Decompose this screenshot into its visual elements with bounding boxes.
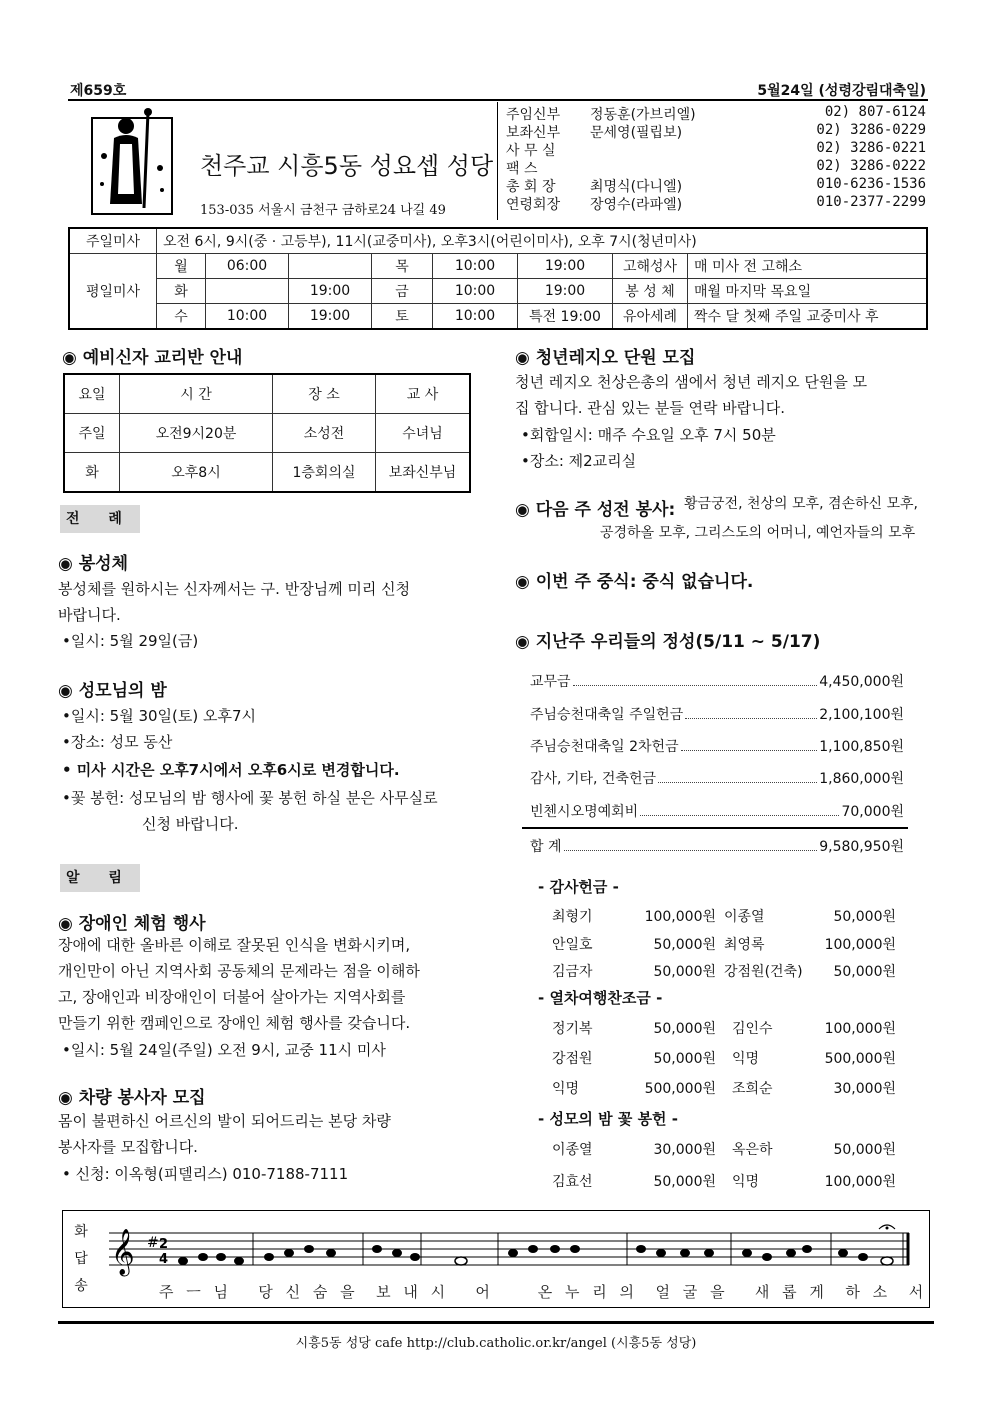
donor-name: 이종열 (724, 909, 765, 925)
donor-amount: 30,000원 (833, 1081, 896, 1097)
mass-schedule-table (68, 227, 928, 330)
donor-name: 김인수 (732, 1021, 773, 1037)
sacrament-value: 매월 마지막 목요일 (688, 279, 928, 304)
psalm-label (71, 1219, 91, 1300)
offering-row (530, 736, 904, 756)
psalm-lyrics: 주 ㅡ 님 당 신 숨 을 보 내 시 어 온 누 리 의 얼 굴 을 새 롭 게 하 소 서 (159, 1283, 928, 1301)
offering-name: 주님승천대축일 주일헌금 (530, 707, 684, 723)
time-cell: 19:00 (518, 279, 613, 304)
contact-phone: 02) 3286-0221 (816, 140, 926, 156)
sacrament-value: 짝수 달 첫째 주일 교중미사 후 (688, 304, 928, 330)
flower-offering-title: - 성모의 밤 꽃 봉헌 - (538, 1110, 678, 1128)
donor-name: 옥은하 (732, 1142, 773, 1158)
table-cell: 오후8시 (120, 453, 273, 493)
offering-total-rule (522, 827, 908, 829)
donor-name: 김금자 (552, 964, 593, 980)
disability-text: 개인만이 아닌 지역사회 공동체의 문제라는 점을 이해하 (58, 962, 420, 980)
offering-row (530, 704, 904, 724)
issue-number: 제659호 (70, 83, 127, 99)
vehicle-volunteer-title: ◉ 차량 봉사자 모집 (58, 1088, 206, 1108)
donor-name: 이종열 (552, 1142, 593, 1158)
table-cell: 소성전 (273, 414, 376, 453)
mary-night-flower: •꽃 봉헌: 성모님의 밤 행사에 꽃 봉헌 하실 분은 사무실로 (62, 789, 438, 807)
vehicle-text: 몸이 불편하신 어르신의 발이 되어드리는 본당 차량 (58, 1112, 391, 1130)
psalm-label-char: 송 (74, 1278, 88, 1294)
donor-amount: 50,000원 (653, 964, 716, 980)
contact-phone: 02) 3286-0222 (816, 158, 926, 174)
contact-role: 사 무 실 (506, 143, 556, 159)
donor-amount: 50,000원 (653, 1021, 716, 1037)
legio-text: 집 합니다. 관심 있는 분들 연락 바랍니다. (515, 399, 785, 417)
donor-name: 강점원 (552, 1051, 593, 1067)
weekday-mass-label: 평일미사 (69, 254, 157, 330)
disability-text: 장애에 대한 올바른 이해로 잘못된 인식을 변화시키며, (58, 936, 411, 954)
table-cell: 1층회의실 (273, 453, 376, 493)
donor-amount: 50,000원 (653, 1174, 716, 1190)
footer-cafe-link[interactable]: 시흥5동 성당 cafe http://club.catholic.or.kr/angel (시흥5동 성당) (295, 1336, 697, 1351)
table-row (64, 414, 470, 453)
communion-title: ◉ 봉성체 (58, 554, 129, 574)
donor-name: 김효선 (552, 1174, 593, 1190)
column-header: 요일 (64, 374, 120, 414)
table-cell: 주일 (64, 414, 120, 453)
vehicle-text: 봉사자를 모집합니다. (58, 1138, 198, 1156)
mary-night-title: ◉ 성모님의 밤 (58, 681, 167, 701)
donor-amount: 100,000원 (644, 909, 716, 925)
svg-text:2: 2 (159, 1237, 169, 1252)
communion-date: •일시: 5월 29일(금) (62, 632, 199, 650)
header-rule (68, 99, 928, 101)
communion-text: 봉성체를 원하시는 신자께서는 구. 반장님께 미리 신청 (58, 580, 411, 598)
contact-phone: 02) 807-6124 (824, 104, 926, 120)
legio-text: 청년 레지오 천상은총의 샘에서 청년 레지오 단원을 모 (515, 373, 868, 391)
contact-phone: 010-2377-2299 (816, 194, 926, 210)
legio-meeting: •회합일시: 매주 수요일 오후 7시 50분 (521, 426, 776, 444)
table-row (69, 304, 927, 330)
disability-text: 고, 장애인과 비장애인이 더불어 살아가는 지역사회를 (58, 988, 406, 1006)
mary-night-change: • 미사 시간은 오후7시에서 오후6시로 변경합니다. (62, 761, 400, 779)
sacrament-label: 봉 성 체 (613, 279, 688, 304)
contact-name: 최명식(다니엘) (590, 179, 683, 195)
table-cell: 수녀님 (376, 414, 471, 453)
issue-date: 5월24일 (성령강림대축일) (757, 83, 926, 99)
column-header: 장 소 (273, 374, 376, 414)
contact-name: 문세영(필립보) (590, 125, 683, 141)
table-row (69, 254, 927, 279)
thanks-offering-title: - 감사헌금 - (538, 878, 619, 896)
svg-text:4: 4 (159, 1252, 169, 1267)
church-address: 153-035 서울시 금천구 금하로24 나길 49 (200, 203, 446, 218)
disability-date: •일시: 5월 24일(주일) 오전 9시, 교중 11시 미사 (62, 1041, 386, 1059)
lunch-notice: ◉ 이번 주 중식: 중식 없습니다. (515, 572, 754, 592)
donor-amount: 30,000원 (653, 1142, 716, 1158)
st-joseph-logo (86, 104, 178, 216)
disability-event-title: ◉ 장애인 체험 행사 (58, 914, 206, 934)
offering-name: 주님승천대축일 2차헌금 (530, 739, 679, 755)
time-cell: 특전 19:00 (518, 304, 613, 330)
contact-phone: 02) 3286-0229 (816, 122, 926, 138)
donor-amount: 50,000원 (833, 964, 896, 980)
donor-amount: 50,000원 (833, 909, 896, 925)
donor-amount: 50,000원 (833, 1142, 896, 1158)
sacrament-label: 고해성사 (613, 254, 688, 279)
offering-row (530, 801, 904, 821)
contact-role: 주임신부 (506, 107, 561, 123)
time-cell (289, 254, 372, 279)
table-row (69, 228, 927, 254)
offering-amount: 1,860,000원 (819, 771, 904, 787)
altar-service-text: 황금궁전, 천상의 모후, 겸손하신 모후, (684, 496, 919, 512)
donor-amount: 500,000원 (644, 1081, 716, 1097)
mary-night-place: •장소: 성모 동산 (62, 733, 173, 751)
sacrament-label: 유아세례 (613, 304, 688, 330)
responsorial-psalm-box (62, 1210, 930, 1308)
weekday-cell: 수 (157, 304, 206, 330)
donor-name: 익명 (552, 1081, 580, 1097)
svg-text:#: # (147, 1235, 159, 1251)
donor-amount: 500,000원 (824, 1051, 896, 1067)
offering-amount: 2,100,100원 (819, 707, 904, 723)
psalm-label-char: 답 (74, 1251, 88, 1267)
donor-amount: 50,000원 (653, 937, 716, 953)
contact-role: 총 회 장 (506, 179, 556, 195)
donor-amount: 50,000원 (653, 1051, 716, 1067)
time-cell (206, 279, 289, 304)
offering-name: 감사, 기타, 건축헌금 (530, 771, 656, 787)
altar-service-text: 공경하올 모후, 그리스도의 어머니, 예언자들의 모후 (600, 525, 916, 541)
contact-role: 보좌신부 (506, 125, 561, 141)
contact-phone: 010-6236-1536 (816, 176, 926, 192)
time-cell: 19:00 (518, 254, 613, 279)
mary-night-date: •일시: 5월 30일(토) 오후7시 (62, 707, 257, 725)
offering-amount: 4,450,000원 (819, 674, 904, 690)
weekday-cell: 목 (372, 254, 433, 279)
donor-name: 조희순 (732, 1081, 773, 1097)
mary-night-flower: 신청 바랍니다. (142, 815, 239, 833)
time-cell: 19:00 (289, 304, 372, 330)
donor-name: 최영록 (724, 937, 765, 953)
table-cell: 오전9시20분 (120, 414, 273, 453)
table-row (69, 279, 927, 304)
communion-text: 바랍니다. (58, 606, 121, 624)
donor-name: 정기복 (552, 1021, 593, 1037)
church-name: 천주교 시흥5동 성요셉 성당 (200, 152, 494, 180)
offering-name: 빈첸시오명예회비 (530, 804, 639, 820)
contact-name: 장영수(라파엘) (590, 197, 683, 213)
time-cell: 10:00 (433, 279, 518, 304)
train-trip-title: - 열차여행찬조금 - (538, 989, 663, 1007)
donor-amount: 100,000원 (824, 1021, 896, 1037)
weekday-cell: 토 (372, 304, 433, 330)
offering-total-label: 합 계 (530, 839, 562, 855)
offering-name: 교무금 (530, 674, 571, 690)
offering-amount: 70,000원 (841, 804, 904, 820)
donor-name: 익명 (732, 1051, 760, 1067)
catechumen-title: ◉ 예비신자 교리반 안내 (62, 348, 243, 368)
altar-service-title: ◉ 다음 주 성전 봉사: (515, 500, 676, 520)
weekday-cell: 금 (372, 279, 433, 304)
offering-amount: 1,100,850원 (819, 739, 904, 755)
liturgy-section-label: 전 례 (60, 505, 140, 533)
time-cell: 10:00 (433, 304, 518, 330)
weekday-cell: 화 (157, 279, 206, 304)
offering-total-amount: 9,580,950원 (819, 839, 904, 855)
contact-role: 연령회장 (506, 197, 561, 213)
offering-row (530, 671, 904, 691)
donor-name: 익명 (732, 1174, 760, 1190)
time-cell: 06:00 (206, 254, 289, 279)
music-staff (103, 1219, 915, 1281)
sunday-mass-times: 오전 6시, 9시(중 · 고등부), 11시(교중미사), 오후3시(어린이미사), 오후 7시(청년미사) (157, 228, 928, 254)
table-row (64, 453, 470, 493)
donor-amount: 100,000원 (824, 937, 896, 953)
donor-name: 강점원(건축) (724, 964, 803, 980)
table-cell: 보좌신부님 (376, 453, 471, 493)
column-header: 교 사 (376, 374, 471, 414)
time-cell: 19:00 (289, 279, 372, 304)
sunday-mass-label: 주일미사 (69, 228, 157, 254)
donor-name: 최형기 (552, 909, 593, 925)
legio-title: ◉ 청년레지오 단원 모집 (515, 348, 696, 368)
contact-name: 정동훈(가브리엘) (590, 107, 696, 123)
footer-rule (58, 1321, 934, 1324)
vehicle-contact: • 신청: 이옥형(피델리스) 010-7188-7111 (62, 1165, 349, 1183)
treble-clef-icon: 𝄞 (111, 1229, 135, 1275)
contact-role: 팩 스 (506, 161, 538, 177)
offering-title: ◉ 지난주 우리들의 정성(5/11 ~ 5/17) (515, 632, 821, 652)
time-cell: 10:00 (433, 254, 518, 279)
table-cell: 화 (64, 453, 120, 493)
offering-row (530, 768, 904, 788)
disability-text: 만들기 위한 캠페인으로 장애인 체험 행사를 갖습니다. (58, 1014, 411, 1032)
column-header: 시 간 (120, 374, 273, 414)
header-divider (497, 102, 498, 220)
sacrament-value: 매 미사 전 고해소 (688, 254, 928, 279)
legio-place: •장소: 제2교리실 (521, 452, 637, 470)
weekday-cell: 월 (157, 254, 206, 279)
donor-amount: 100,000원 (824, 1174, 896, 1190)
time-cell: 10:00 (206, 304, 289, 330)
table-row (64, 374, 470, 414)
offering-total-row (530, 836, 904, 856)
notice-section-label: 알 림 (60, 864, 140, 892)
psalm-label-char: 화 (74, 1224, 88, 1240)
catechumen-table (63, 373, 471, 493)
donor-name: 안일호 (552, 937, 593, 953)
